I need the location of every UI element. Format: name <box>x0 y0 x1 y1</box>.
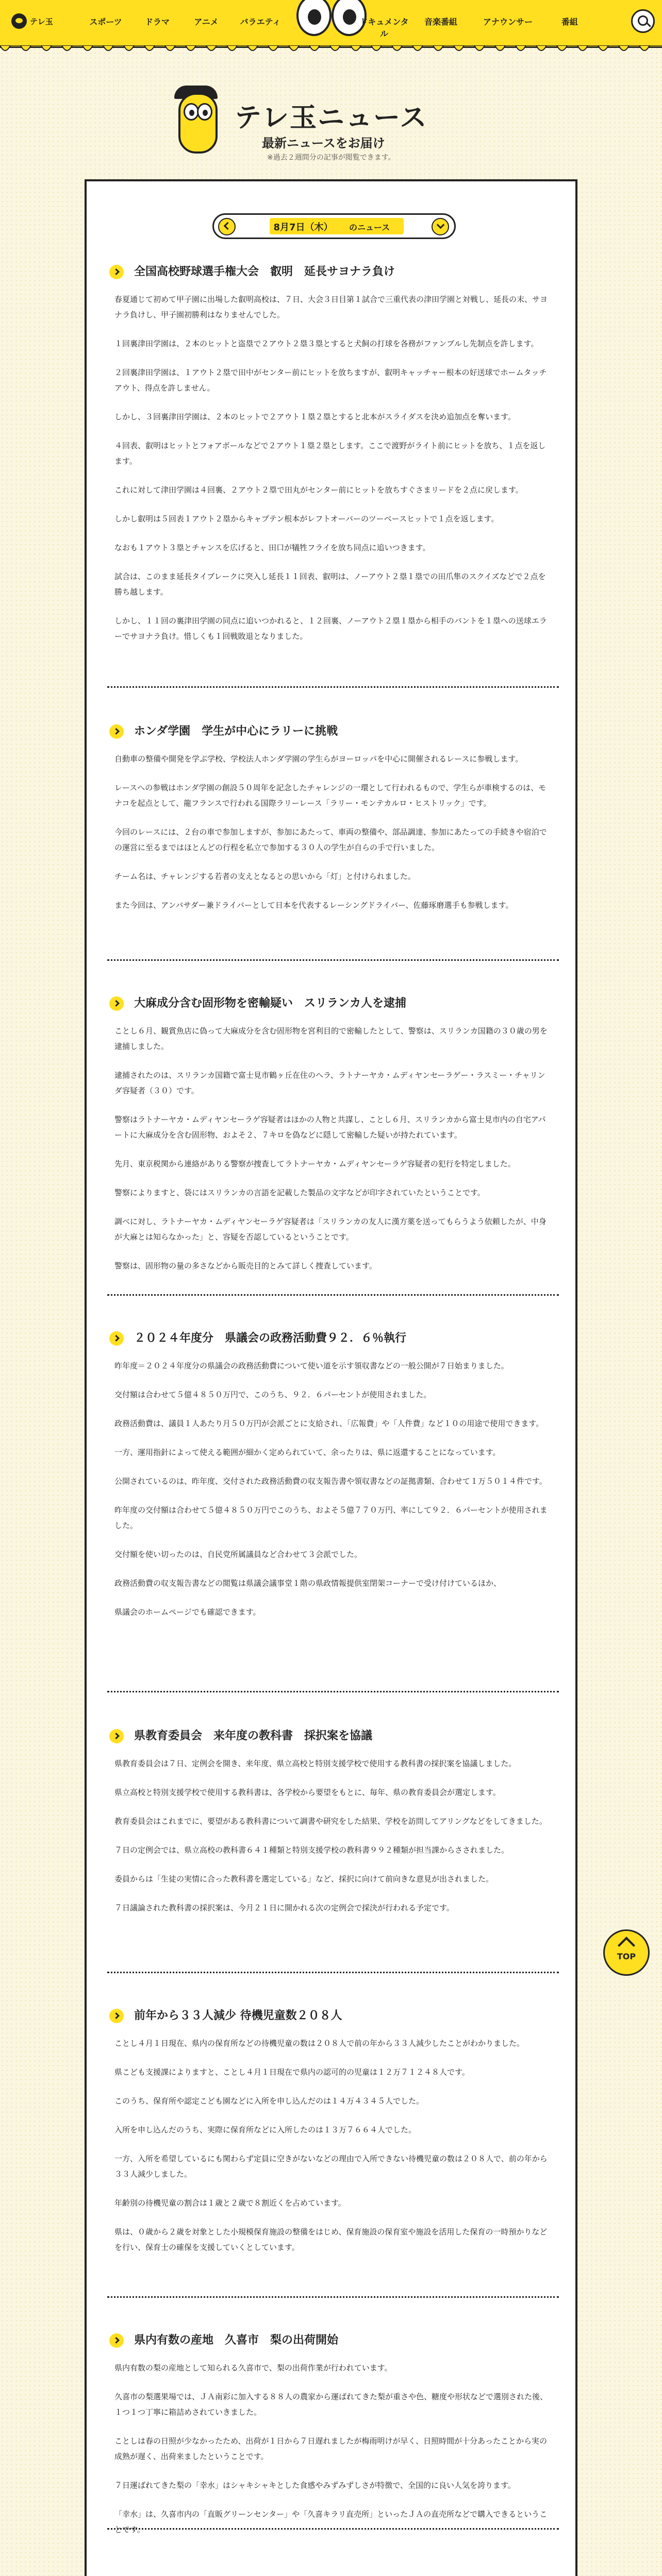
article-paragraph: このうち、保育所や認定こども園などに入所を申し込んだのは１４万４３４５人でした。 <box>114 2096 424 2106</box>
article-paragraph: 久喜市の梨選果場では、ＪＡ南彩に加入する８８人の農家から運ばれてきた梨が重さや色、糖度や形状などで選別された後、１つ１つ丁寧に箱詰めされていきました。 <box>114 2392 548 2417</box>
site-header <box>0 0 662 48</box>
article-paragraph: 昨年度の交付額は合わせて５億４８５０万円でこのうち、およそ５億７７０万円、率にして９２．６パーセントが使用されました。 <box>114 1505 548 1530</box>
article-paragraph: 年齢別の待機児童の割合は１歳と２歳で８割近くを占めています。 <box>114 2198 346 2208</box>
article-paragraph: 警察によりますと、袋にはスリランカの言語を記載した製品の文字などが印字されていたということです。 <box>114 1188 485 1197</box>
article-title: 全国高校野球選手権大会 叡明 延長サヨナラ負け <box>107 264 559 280</box>
logo-mascot-icon <box>11 13 27 29</box>
nav-item-anime[interactable]: アニメ <box>194 17 219 27</box>
article-divider <box>107 2528 559 2530</box>
article-paragraph: 入所を申し込んだのうち、実際に保育所などに入所したのは１３万７６６４人でした。 <box>114 2125 417 2134</box>
nav-item-music[interactable]: 音楽番組 <box>424 17 457 27</box>
news-article <box>107 1330 559 1633</box>
prev-date-icon[interactable] <box>218 218 236 235</box>
article-paragraph: 先月、東京税関から連絡がありる警察が捜査してラトナーヤカ・ムディヤンセーラゲ容疑者の犯行を特定しました。 <box>114 1159 516 1168</box>
news-article <box>107 723 559 926</box>
nav-item-programs[interactable]: 番組 <box>561 17 578 27</box>
article-paragraph: 春夏通じて初めて甲子園に出場した叡明高校は、７日、大会３日目第１試合で三重代表の津田学園と対戦し、延長の末、サヨナラ負けし、甲子園初勝利はなりませんでした。 <box>114 295 548 319</box>
article-paragraph: 交付額は合わせて５億４８５０万円で、このうち、９２．６パーセントが使用されました。 <box>114 1390 432 1399</box>
article-paragraph: 県内有数の梨の産地として知られる久喜市で、梨の出荷作業が行われています。 <box>114 2363 392 2372</box>
news-article <box>107 264 559 657</box>
article-paragraph: しかし、３回裏津田学園は、２本のヒットで２アウト１塁２塁とすると北本がスライダスを決め追加点を奪います。 <box>114 412 516 421</box>
article-paragraph: 一方、入所を希望しているにも関わらず定員に空きがないなどの理由で入所できない待機児童の数は２０８人で、前の年から３３人減少しました。 <box>114 2154 548 2179</box>
article-divider <box>107 2296 559 2298</box>
article-paragraph: チーム名は、チャレンジする若者の支えとなるとの思いから「灯」と付けられました。 <box>114 872 416 881</box>
logo-text: テレ玉 <box>30 16 53 26</box>
news-panel <box>85 179 577 2576</box>
article-paragraph: 今回のレースには、２台の車で参加しますが、参加にあたって、車両の整備や、部品調達、参加にあたっての手続きや宿泊での運営に至るまではほとんどの行程を私立で参加する３０人の学生が自らの手で行いました。 <box>114 827 547 852</box>
article-paragraph: 一方、運用指針によって使える範囲が細かく定められていて、余ったりは、県に返還することになっています。 <box>114 1448 501 1457</box>
page-subtitle: 最新ニュースをお届け <box>262 136 385 150</box>
nav-item-sports[interactable]: スポーツ <box>89 17 122 27</box>
article-paragraph: なおも１アウト３塁とチャンスを広げると、田口が犠牲フライを放ち同点に追いつきます。 <box>114 543 431 552</box>
article-paragraph: 警察は、固形物の量の多さなどから販売目的とみて詳しく捜査しています。 <box>114 1261 377 1270</box>
nav-item-announcer[interactable]: アナウンサー <box>483 17 533 27</box>
article-title: 大麻成分含む固形物を密輸疑い スリランカ人を逮捕 <box>107 995 559 1012</box>
page-top-button[interactable] <box>603 1929 650 1976</box>
article-title: ホンダ学園 学生が中心にラリーに挑戦 <box>107 723 559 740</box>
article-paragraph: １回裏津田学園は、２本のヒットと盗塁で２アウト２塁３塁とすると犬飼の打球を各務がファンブルし先制点を許します。 <box>114 339 539 348</box>
article-paragraph: ことし４月１日現在、県内の保育所などの待機児童の数は２０８人で前の年から３３人減少したことがわかりました。 <box>114 2039 525 2048</box>
article-paragraph: ２回裏津田学園は、１アウト２塁で田中がセンター前にヒットを放ちますが、叡明キャッチャー根本の好送球でホームタッチアウト、得点を許しません。 <box>114 368 547 393</box>
nav-item-variety[interactable]: バラエティ <box>240 17 281 27</box>
article-paragraph: 政務活動費の収支報告書などの閲覧は県議会議事堂１階の県政情報提供室閉架コーナーで受け付けているほか、 <box>114 1579 502 1588</box>
nav-item-documentary[interactable]: ドキュメンタル <box>359 17 409 39</box>
news-article <box>107 2008 559 2268</box>
article-paragraph: 交付額を使い切ったのは、自民党所属議員など合わせて３会派でした。 <box>114 1550 362 1559</box>
global-nav-right <box>356 11 593 43</box>
article-paragraph: 県は、０歳から２歳を対象とした小規模保育施設の整備をはじめ、保育施設の保育室や施設を活用した保育の一時預かりなどを行い、保育士の確保を支援していくとしています。 <box>114 2227 548 2252</box>
news-article <box>107 1728 559 1929</box>
article-paragraph: 逮捕されたのは、スリランカ国籍で富士見市鶴ヶ丘在住のヘラ、ラトナーヤカ・ムディヤンセーラゲー・ラスミー・チャリンダ容疑者（３０）です。 <box>114 1071 545 1095</box>
article-paragraph: しかし、１１回の裏津田学園の同点に追いつかれると、１２回裏、ノーアウト２塁１塁から相手のバントを１塁への送球エラーでサヨナラ負け。惜しくも１回戦敗退となりました。 <box>114 616 547 641</box>
article-divider <box>107 1691 559 1692</box>
article-paragraph: ことし６月、観賞魚店に偽って大麻成分を含む固形物を宮利目的で密輸したとして、警察は、スリランカ国籍の３０歳の男を逮捕しました。 <box>114 1026 548 1051</box>
article-divider <box>107 686 559 688</box>
article-title: ２０２４年度分 県議会の政務活動費９２．６％執行 <box>107 1330 559 1347</box>
article-paragraph: レースへの参戦はホンダ学園の創設５０周年を記念したチャレンジの一環として行われるもので、学生らが車検するのは、モナコを起点として、龍フランスで行われる国際ラリーレース「ラリー・モンテカルロ・ヒストリック」です。 <box>114 783 547 808</box>
article-paragraph: ことしは春の日照が少なかったため、出荷が１日から７日遅れましたが梅雨明けが早く、日照時間が十分あったことから実の成熟が遅く、出荷来ましたということです。 <box>114 2436 547 2461</box>
site-logo[interactable] <box>11 9 59 33</box>
article-paragraph: また今回は、アンバサダー兼ドライバーとして日本を代表するレーシングドライバー、佐藤琢磨選手も参戦します。 <box>114 901 514 910</box>
article-paragraph: 政務活動費は、議員１人あたり月５０万円が会派ごとに支給され、「広報費」や「人件費」など１０の用途で使用できます。 <box>114 1419 544 1428</box>
article-divider <box>107 959 559 961</box>
nav-item-drama[interactable]: ドラマ <box>144 17 170 27</box>
article-paragraph: 警察はラトナーヤカ・ムディヤンセーラゲ容疑者はほかの人物と共謀し、ことし６月、スリランカから富士見市内の自宅アパートに大麻成分を含む固形物、およそ２、７キロを偽などに隠して密輸した疑いが持たれています。 <box>114 1115 546 1140</box>
page-note: ※過去２週間分の記事が閲覧できます。 <box>267 154 395 162</box>
article-title: 県教育委員会 来年度の教科書 採択案を協議 <box>107 1728 559 1744</box>
article-paragraph: これに対して津田学園は４回裏、２アウト２塁で田丸がセンター前にヒットを放ちすぐさまリードを２点に戻します。 <box>114 485 523 495</box>
news-article <box>107 995 559 1287</box>
page-top-label: TOP <box>617 1952 636 1961</box>
article-divider <box>107 1972 559 1973</box>
article-paragraph: 昨年度＝２０２４年度分の県議会の政務活動費について使い道を示す領収書などの一般公開が７日始まりました。 <box>114 1361 509 1370</box>
next-date-icon[interactable] <box>432 218 449 235</box>
article-paragraph: 県議会のホームページでも確認できます。 <box>114 1607 261 1617</box>
article-paragraph: 試合は、このまま延長タイブレークに突入し延長１１回表、叡明は、ノーアウト２塁１塁での田爪隼のスクイズなどで２点を勝ち越します。 <box>114 572 546 597</box>
article-paragraph: 公開されているのは、昨年度、交付された政務活動費の収支報告書や領収書などの証拠書類、合わせて１万５０１４件です。 <box>114 1477 547 1486</box>
global-nav-left <box>77 11 289 31</box>
date-selector <box>212 213 456 239</box>
article-title: 県内有数の産地 久喜市 梨の出荷開始 <box>107 2332 559 2349</box>
article-paragraph: 教育委員会はこれまでに、要望がある教科書について調書や研究をした結果、学校を訪問してアリングなどをしてきました。 <box>114 1817 547 1826</box>
article-paragraph: 委員からは「生徒の実情に合った教科書を選定している」など、採択に向けて前向きな意見が出されました。 <box>114 1874 494 1884</box>
article-paragraph: 県教育委員会は７日、定例会を開き、来年度、県立高校と特別支援学校で使用する教科書の採択案を協議しました。 <box>114 1759 517 1768</box>
date-select-value: 8月7日（木） <box>273 222 333 233</box>
date-select-suffix: のニュース <box>349 223 390 232</box>
page-title: テレ玉ニュース <box>235 103 428 133</box>
article-paragraph: しかし叡明は５回表１アウト２塁からキャプテン根本がレフトオーバーのツーベースヒットで１点を返します。 <box>114 514 499 523</box>
news-mascot-icon <box>170 82 222 155</box>
article-paragraph: 県立高校と特別支援学校で使用する教科書は、各学校から要望をもとに、毎年、県の教育委員会が選定します。 <box>114 1788 501 1797</box>
article-paragraph: 県こども支援課によりますと、ことし４月１日現在で県内の認可的の児童は１２万７１２４８人です。 <box>114 2067 470 2077</box>
search-icon[interactable] <box>631 9 655 33</box>
article-divider <box>107 1294 559 1296</box>
article-paragraph: ７日議論された教科書の採択案は、今月２１日に開かれる次の定例会で採決が行われる予定です。 <box>114 1903 454 1912</box>
mascot-eyes-icon <box>296 0 363 36</box>
article-paragraph: 「幸水」は、久喜市内の「直販グリーンセンター」や「久喜キラリ直売所」といったＪＡの直売所などで購入できるということです。 <box>114 2510 548 2534</box>
article-paragraph: ４回表、叡明はヒットとフォアボールなどで２アウト１塁２塁とします。ここで渡野がライト前にヒットを放ち、１点を返します。 <box>114 441 546 466</box>
article-paragraph: 調べに対し、ラトナーヤカ・ムディヤンセーラゲ容疑者は「スリランカの友人に漢方薬を送ってもらうよう依頼したが、中身が大麻とは知らなかった」と、容疑を否認しているということです。 <box>114 1217 547 1242</box>
header-wave-edge <box>0 45 662 57</box>
news-article <box>107 2332 559 2551</box>
article-title: 前年から３３人減少 待機児童数２０８人 <box>107 2008 559 2024</box>
article-paragraph: 自動車の整備や開発を学ぶ学校、学校法人ホンダ学園の学生らがヨーロッパを中心に開催されるレースに参戦します。 <box>114 754 523 764</box>
article-paragraph: ７日の定例会では、県立高校の教科書６４１種類と特別支援学校の教科書９９２種類が担当課からさされました。 <box>114 1845 509 1855</box>
article-paragraph: ７日運ばれてきた梨の「幸水」はシャキシャキとした食感やみずみずしさが特徴で、全国的に良い人気を誇ります。 <box>114 2481 516 2490</box>
